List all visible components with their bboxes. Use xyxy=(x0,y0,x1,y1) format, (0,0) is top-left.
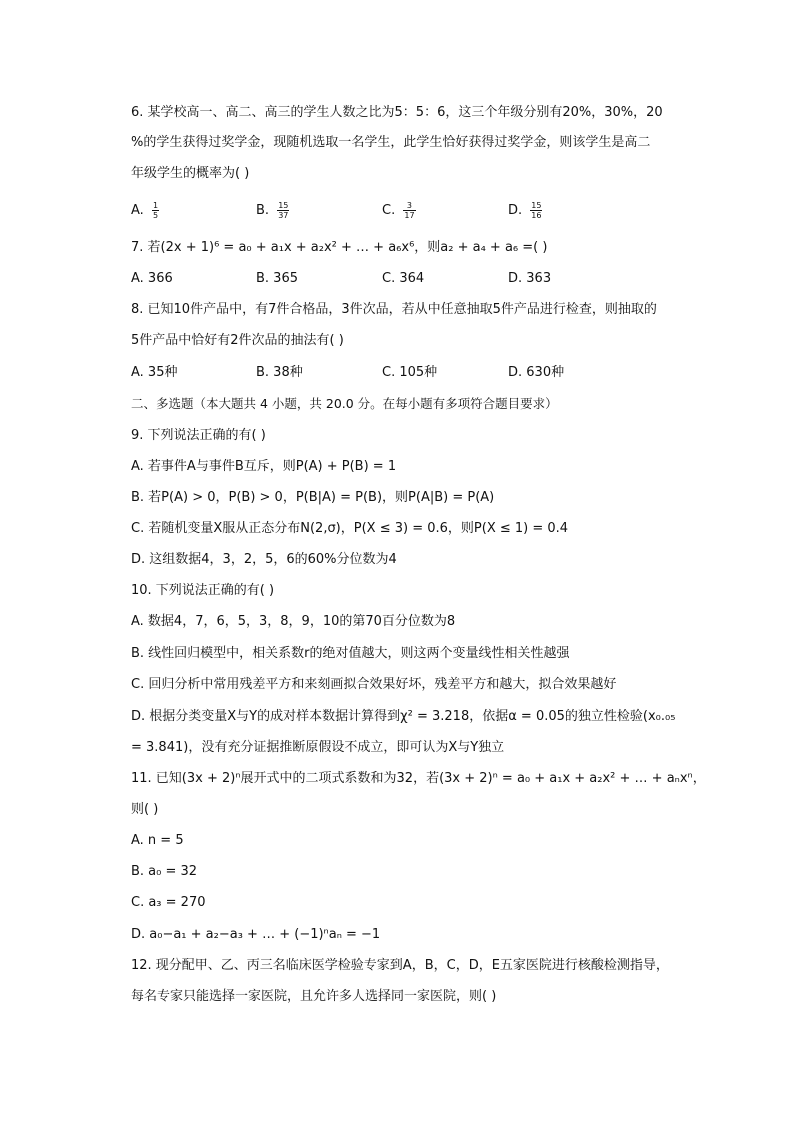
option-label: B. xyxy=(256,203,270,218)
q7-option-a: A. 366 xyxy=(131,271,173,286)
q8-option-c: C. 105种 xyxy=(382,365,438,380)
q11-option-a: A. n = 5 xyxy=(131,833,184,848)
q8-option-a: A. 35种 xyxy=(131,365,178,380)
option-label: D. xyxy=(508,203,523,218)
q11-option-c: C. a₃ = 270 xyxy=(131,895,206,910)
q6-line-2: %的学生获得过奖学金，现随机选取一名学生，此学生恰好获得过奖学金，则该学生是高二 xyxy=(131,135,651,150)
q9-option-a: A. 若事件A与事件B互斥，则P(A) + P(B) = 1 xyxy=(131,459,397,474)
denominator: 5 xyxy=(152,211,159,220)
q11-line-1: 11. 已知(3x + 2)ⁿ展开式中的二项式系数和为32，若(3x + 2)ⁿ = a₀ + a₁x + a₂x² + … + aₙxⁿ， xyxy=(131,771,706,786)
q10-option-a: A. 数据4，7，6，5，3，8，9，10的第70百分位数为8 xyxy=(131,614,456,629)
q10-option-d-line-1: D. 根据分类变量X与Y的成对样本数据计算得到χ² = 3.218，依据α = 0.05的独立性检验(x₀.₀₅ xyxy=(131,709,676,724)
q6-option-d xyxy=(508,201,542,220)
q10-option-c: C. 回归分析中常用残差平方和来刻画拟合效果好坏，残差平方和越大，拟合效果越好 xyxy=(131,677,617,692)
q11-line-2: 则( ) xyxy=(131,802,159,817)
q6-option-b xyxy=(256,201,289,220)
q12-line-1: 12. 现分配甲、乙、丙三名临床医学检验专家到A，B，C，D，E五家医院进行核酸检测指导， xyxy=(131,958,669,973)
q8-option-b: B. 38种 xyxy=(256,365,303,380)
numerator: 15 xyxy=(278,201,289,210)
q9-option-b: B. 若P(A) > 0，P(B) > 0，P(B|A) = P(B)，则P(A|B) = P(A) xyxy=(131,490,495,505)
q10-option-d-line-2: = 3.841)，没有充分证据推断原假设不成立，即可认为X与Y独立 xyxy=(131,740,505,755)
q9-stem: 9. 下列说法正确的有( ) xyxy=(131,428,266,443)
q8-option-d: D. 630种 xyxy=(508,365,565,380)
q6-option-a xyxy=(131,201,159,220)
q6-line-1: 6. 某学校高一、高二、高三的学生人数之比为5：5：6，这三个年级分别有20%，30%，20 xyxy=(131,105,663,120)
q11-option-d: D. a₀−a₁ + a₂−a₃ + … + (−1)ⁿaₙ = −1 xyxy=(131,927,381,942)
option-label: C. xyxy=(382,203,396,218)
option-label: A. xyxy=(131,203,144,218)
denominator: 17 xyxy=(404,211,415,220)
q8-line-2: 5件产品中恰好有2件次品的抽法有( ) xyxy=(131,333,344,348)
q11-option-b: B. a₀ = 32 xyxy=(131,864,198,879)
q7-option-b: B. 365 xyxy=(256,271,298,286)
numerator: 15 xyxy=(531,201,542,210)
q7-line-1: 7. 若(2x + 1)⁶ = a₀ + a₁x + a₂x² + … + a₆x⁶，则a₂ + a₄ + a₆ =( ) xyxy=(131,240,548,255)
q10-stem: 10. 下列说法正确的有( ) xyxy=(131,583,275,598)
denominator: 37 xyxy=(278,211,289,220)
denominator: 16 xyxy=(531,211,542,220)
q6-option-c xyxy=(382,201,416,220)
q9-option-c: C. 若随机变量X服从正态分布N(2,σ)，P(X ≤ 3) = 0.6，则P(X ≤ 1) = 0.4 xyxy=(131,521,569,536)
q6-line-3: 年级学生的概率为( ) xyxy=(131,166,250,181)
section-heading-multiple-choice: 二、多选题（本大题共 4 小题，共 20.0 分。在每小题有多项符合题目要求） xyxy=(131,396,558,411)
q7-option-d: D. 363 xyxy=(508,271,552,286)
numerator: 1 xyxy=(152,201,159,210)
numerator: 3 xyxy=(403,201,415,211)
q8-line-1: 8. 已知10件产品中，有7件合格品，3件次品，若从中任意抽取5件产品进行检查，则抽取的 xyxy=(131,302,657,317)
q12-line-2: 每名专家只能选择一家医院，且允许多人选择同一家医院，则( ) xyxy=(131,989,497,1004)
q10-option-b: B. 线性回归模型中，相关系数r的绝对值越大，则这两个变量线性相关性越强 xyxy=(131,646,570,661)
fraction xyxy=(277,201,289,220)
q9-option-d: D. 这组数据4，3，2，5，6的60%分位数为4 xyxy=(131,552,397,567)
fraction xyxy=(530,201,542,220)
q7-option-c: C. 364 xyxy=(382,271,425,286)
fraction xyxy=(152,201,159,220)
fraction xyxy=(403,201,415,220)
